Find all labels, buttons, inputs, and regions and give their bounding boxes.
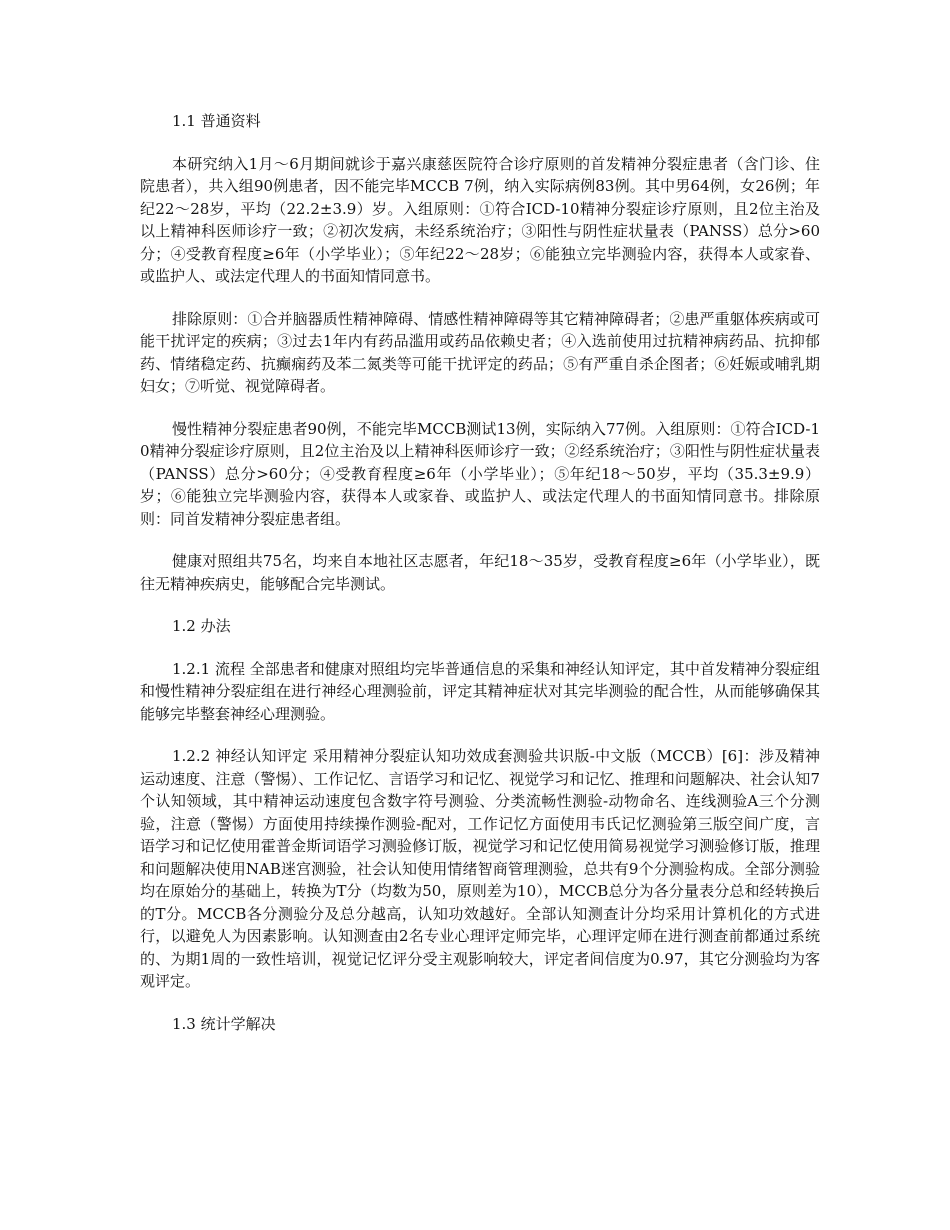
paragraph-neurocognitive-assessment: 1.2.2 神经认知评定 采用精神分裂症认知功效成套测验共识版-中文版（MCCB）[6]：涉及精神运动速度、注意（警惕）、工作记忆、言语学习和记忆、视觉学习和记忆、推理和问题解决、社会认知7个认知领域，其中精神运动速度包含数字符号测验、分类流畅性测验-动物命名、连线测验A三个分测验，注意（警惕）方面使用持续操作测验-配对，工作记忆方面使用韦氏记忆测验第三版空间广度，言语学习和记忆使用霍普金斯词语学习测验修订版，视觉学习和记忆使用简易视觉学习测验修订版，推理和问题解决使用NAB迷宫测验，社会认知使用情绪智商管理测验，总共有9个分测验构成。全部分测验均在原始分的基础上，转换为T分（均数为50，原则差为10），MCCB总分为各分量表分总和经转换后的T分。MCCB各分测验分及总分越高，认知功效越好。全部认知测查计分均采用计算机化的方式进行，以避免人为因素影响。认知测查由2名专业心理评定师完毕，心理评定师在进行测查前都通过系统的、为期1周的一致性培训，视觉记忆评分受主观影响较大，评定者间信度为0.97，其它分测验均为客观评定。 bbox=[140, 747, 820, 990]
section-heading-methods: 1.2 办法 bbox=[172, 617, 231, 635]
paragraph-exclusion-criteria: 排除原则：①合并脑器质性精神障碍、情感性精神障碍等其它精神障碍者；②患严重躯体疾病或可能干扰评定的疾病；③过去1年内有药品滥用或药品依赖史者；④入选前使用过抗精神病药品、抗抑郁药、情绪稳定药、抗癫痫药及苯二氮类等可能干扰评定的药品；⑤有严重自杀企图者；⑥妊娠或哺乳期妇女；⑦听觉、视觉障碍者。 bbox=[140, 309, 820, 395]
paragraph-first-episode-patients: 本研究纳入1月～6月期间就诊于嘉兴康慈医院符合诊疗原则的首发精神分裂症患者（含门诊、住院患者），共入组90例患者，因不能完毕MCCB 7例，纳入实际病例83例。其中男64例，女26例；年纪22～28岁，平均（22.2±3.9）岁。入组原则：①符合ICD-10精神分裂症诊疗原则，且2位主治及以上精神科医师诊疗一致；②初次发病，未经系统治疗；③阳性与阴性症状量表（PANSS）总分>60分；④受教育程度≥6年（小学毕业）；⑤年纪22～28岁；⑥能独立完毕测验内容，获得本人或家眷、或监护人、或法定代理人的书面知情同意书。 bbox=[140, 154, 820, 285]
section-heading-statistics: 1.3 统计学解决 bbox=[172, 1014, 276, 1033]
paragraph-chronic-patients: 慢性精神分裂症患者90例，不能完毕MCCB测试13例，实际纳入77例。入组原则：①符合ICD-10精神分裂症诊疗原则，且2位主治及以上精神科医师诊疗一致；②经系统治疗；③阳性与阴性症状量表（PANSS）总分>60分；④受教育程度≥6年（小学毕业）；⑤年纪18～50岁，平均（35.3±9.9）岁；⑥能独立完毕测验内容，获得本人或家眷、或监护人、或法定代理人的书面知情同意书。排除原则：同首发精神分裂症患者组。 bbox=[140, 419, 820, 528]
paragraph-healthy-controls: 健康对照组共75名，均来自本地社区志愿者，年纪18～35岁，受教育程度≥6年（小学毕业），既往无精神疾病史，能够配合完毕测试。 bbox=[140, 552, 820, 593]
document-body bbox=[140, 110, 820, 1055]
section-heading-general-data: 1.1 普通资料 bbox=[172, 112, 261, 130]
paragraph-procedure: 1.2.1 流程 全部患者和健康对照组均完毕普通信息的采集和神经认知评定，其中首发精神分裂症组和慢性精神分裂症组在进行神经心理测验前，评定其精神症状对其完毕测验的配合性，从而能够确保其能够完毕整套神经心理测验。 bbox=[140, 659, 820, 723]
